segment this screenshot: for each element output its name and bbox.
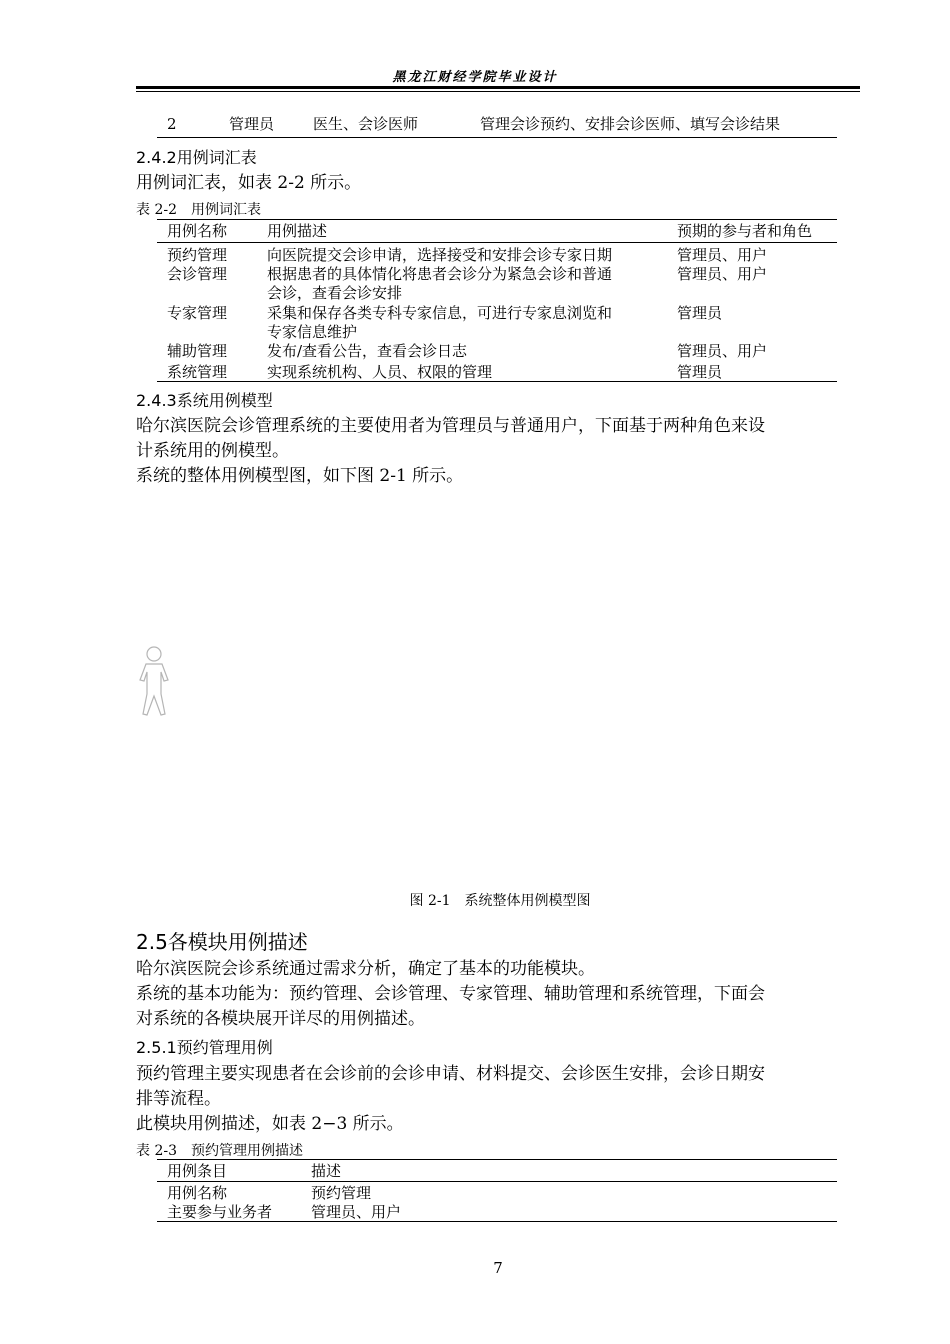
table-cell: 会诊管理 [167, 265, 228, 283]
paragraph: 系统的整体用例模型图，如下图 2-1 所示。 [136, 466, 464, 486]
paragraph: 对系统的各模块展开详尽的用例描述。 [136, 1009, 425, 1029]
table-header-rule [157, 242, 837, 243]
table-cell: 管理员、用户 [677, 265, 768, 283]
section-heading: 2.5.1预约管理用例 [136, 1038, 273, 1057]
figure-caption: 图 2-1 系统整体用例模型图 [409, 893, 591, 909]
table-cell: 向医院提交会诊申请，选择接受和安排会诊专家日期 [267, 246, 613, 264]
paragraph: 此模块用例描述，如表 2−3 所示。 [136, 1114, 404, 1134]
table-cell: 主要参与业务者 [167, 1203, 273, 1221]
paragraph: 计系统用的例模型。 [136, 441, 289, 461]
paragraph: 排等流程。 [136, 1089, 221, 1109]
table-cell: 管理员 [677, 363, 723, 381]
table-cell: 管理员 [229, 115, 275, 133]
table-cell: 专家管理 [167, 304, 228, 322]
table-cell: 专家信息维护 [267, 323, 358, 341]
section-heading: 2.5各模块用例描述 [136, 930, 308, 954]
table-cell: 管理员、用户 [311, 1203, 402, 1221]
table-header: 描述 [311, 1162, 342, 1180]
table-header: 预期的参与者和角色 [677, 222, 813, 240]
table-cell: 会诊，查看会诊安排 [267, 284, 403, 302]
paragraph: 用例词汇表，如表 2-2 所示。 [136, 173, 362, 193]
header-rule [136, 86, 860, 89]
table-cell: 2 [167, 115, 177, 133]
actor-figure-icon [132, 644, 176, 720]
paragraph: 哈尔滨医院会诊系统通过需求分析，确定了基本的功能模块。 [136, 959, 595, 979]
paragraph: 哈尔滨医院会诊管理系统的主要使用者为管理员与普通用户，下面基于两种角色来设 [136, 416, 765, 436]
table-header-rule [157, 1181, 837, 1182]
running-header: 黑龙江财经学院毕业设计 [392, 70, 558, 85]
table-cell: 预约管理 [167, 246, 228, 264]
table-cell: 用例名称 [167, 1184, 228, 1202]
header-rule-thin [136, 91, 860, 92]
table-caption: 表 2-3 预约管理用例描述 [136, 1143, 303, 1159]
table-bottom-rule [157, 381, 837, 382]
table-cell: 管理员、用户 [677, 246, 768, 264]
table-bottom-rule [157, 1221, 837, 1222]
table-top-rule [157, 219, 837, 220]
table-top-rule [157, 1159, 837, 1160]
paragraph: 系统的基本功能为：预约管理、会诊管理、专家管理、辅助管理和系统管理，下面会 [136, 984, 765, 1004]
paragraph: 预约管理主要实现患者在会诊前的会诊申请、材料提交、会诊医生安排，会诊日期安 [136, 1064, 765, 1084]
page-number: 7 [493, 1259, 503, 1277]
table-header: 用例名称 [167, 222, 228, 240]
table-cell: 医生、会诊医师 [313, 115, 419, 133]
table-rule [157, 137, 837, 138]
table-cell: 预约管理 [311, 1184, 372, 1202]
table-header: 用例条目 [167, 1162, 228, 1180]
table-cell: 管理会诊预约、安排会诊医师、填写会诊结果 [480, 115, 781, 133]
section-heading: 2.4.2用例词汇表 [136, 148, 257, 167]
table-cell: 实现系统机构、人员、权限的管理 [267, 363, 493, 381]
table-cell: 采集和保存各类专科专家信息，可进行专家息浏览和 [267, 304, 613, 322]
table-caption: 表 2-2 用例词汇表 [136, 202, 261, 218]
section-heading: 2.4.3系统用例模型 [136, 391, 273, 410]
table-cell: 辅助管理 [167, 342, 228, 360]
table-cell: 根据患者的具体情化将患者会诊分为紧急会诊和普通 [267, 265, 613, 283]
table-cell: 系统管理 [167, 363, 228, 381]
table-cell: 管理员、用户 [677, 342, 768, 360]
table-cell: 发布/查看公告，查看会诊日志 [267, 342, 468, 360]
table-cell: 管理员 [677, 304, 723, 322]
table-header: 用例描述 [267, 222, 328, 240]
